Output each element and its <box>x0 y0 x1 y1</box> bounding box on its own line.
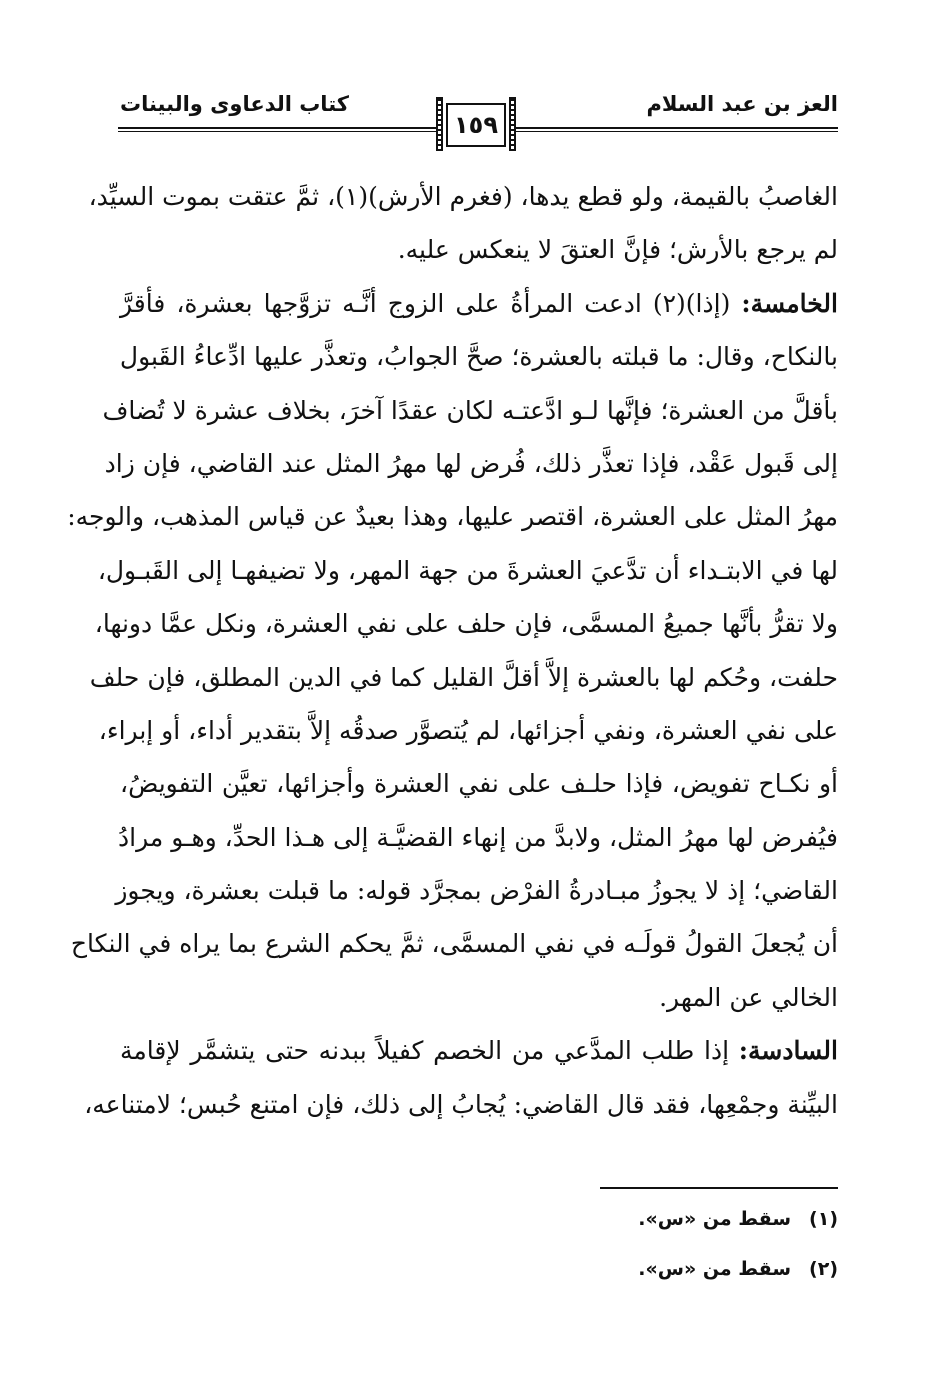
footnote-text: سقط من «س». <box>638 1258 792 1280</box>
line-text: بالنكاح، وقال: ما قبلته بالعشرة؛ صحَّ الجوابُ، وتعذَّر عليها ادِّعاءُ القَبول <box>119 342 838 372</box>
footnote-marker: (٢) <box>809 1258 838 1280</box>
line-text: البيِّنة وجمْعِها، فقد قال القاضي: يُجابُ إلى ذلك، فإن امتنع حُبس؛ لامتناعه، <box>84 1089 838 1119</box>
text-line <box>115 864 838 917</box>
section-heading: الخامسة: <box>741 288 838 318</box>
line-text: الغاصبُ بالقيمة، ولو قطع يدها، (فغرم الأرش)(١)، ثمَّ عتقت بموت السيِّد، <box>88 182 838 211</box>
line-text: على نفي العشرة، ونفي أجزائها، لم يُتصوَّر صدقُه إلاَّ بتقدير أداء، أو إبراء، <box>98 715 838 745</box>
text-line <box>89 651 838 704</box>
text-line <box>70 917 838 970</box>
text-line <box>88 170 838 223</box>
line-text: أو نكـاح تفويض، فإذا حلـف على نفي العشرة وأجزائها، تعيَّن التفويضُ، <box>120 769 838 799</box>
line-text: إلى قَبول عَقْد، فإذا تعذَّر ذلك، فُرض لها مهرُ المثل عند القاضي، فإن زاد <box>104 448 838 478</box>
section-heading: السادسة: <box>738 1036 838 1066</box>
footnote-text: سقط من «س». <box>638 1208 792 1230</box>
footnote-marker: (١) <box>809 1208 838 1230</box>
text-line <box>102 384 838 437</box>
line-text: الخالي عن المهر. <box>659 982 838 1012</box>
line-text: لم يرجع بالأرش؛ فإنَّ العتقَ لا ينعكس عليه. <box>397 235 838 265</box>
text-line <box>94 597 838 650</box>
text-line <box>120 1024 838 1077</box>
text-line <box>120 330 838 383</box>
text-line <box>120 971 838 1024</box>
line-text: لها في الابتـداء أن تدَّعيَ العشرةَ من جهة المهر، ولا تضيفهـا إلى القَبـول، <box>97 555 838 585</box>
text-line <box>97 544 838 597</box>
body-text <box>67 170 838 1131</box>
line-text: بأقلَّ من العشرة؛ فإنَّها لـو ادَّعتـه لكان عقدًا آخرَ، بخلاف عشرة لا تُضاف <box>102 395 838 425</box>
line-text: مهرُ المثل على العشرة، اقتصر عليها، وهذا بعيدٌ عن قياس المذهب، والوجه: <box>67 502 838 532</box>
text-line <box>98 704 838 757</box>
footnote-2 <box>638 1258 838 1280</box>
text-line <box>120 277 838 330</box>
text-line <box>104 437 838 490</box>
text-line <box>120 223 838 276</box>
text-line <box>120 811 838 864</box>
footnote-1 <box>638 1208 838 1230</box>
running-header-author: العز بن عبد السلام <box>646 92 838 116</box>
line-text: (إذا)(٢) ادعت المرأةُ على الزوج أنَّـه تزوَّجها بعشرة، فأقرَّ <box>120 288 742 318</box>
line-text: إذا طلب المدَّعي من الخصم كفيلاً ببدنه حتى يتشمَّر لإقامة <box>120 1036 739 1066</box>
line-text: حلفت، وحُكم لها بالعشرة إلاَّ أقلَّ القليل كما في الدين المطلق، فإن حلف <box>89 662 838 692</box>
text-line <box>120 757 838 810</box>
page-number-frame <box>436 97 516 151</box>
footnote-separator <box>600 1187 838 1189</box>
text-line <box>84 1078 838 1131</box>
line-text: ولا تقرُّ بأنَّها جميعُ المسمَّى، فإن حلف على نفي العشرة، ونكل عمَّا دونها، <box>94 609 838 639</box>
line-text: فيُفرض لها مهرُ المثل، ولابدَّ من إنهاء القضيَّـة إلى هـذا الحدِّ، وهـو مرادُ <box>118 822 838 852</box>
page-number: ١٥٩ <box>454 111 498 139</box>
text-line <box>67 490 838 543</box>
line-text: أن يُجعلَ القولُ قولَـه في نفي المسمَّى، ثمَّ يحكم الشرع بما يراه في النكاح <box>70 929 838 959</box>
line-text: القاضي؛ إذ لا يجوزُ مبـادرةُ الفرْض بمجرَّد قوله: ما قبلت بعشرة، ويجوز <box>115 876 838 906</box>
running-header-book-title: كتاب الدعاوى والبينات <box>120 92 349 116</box>
